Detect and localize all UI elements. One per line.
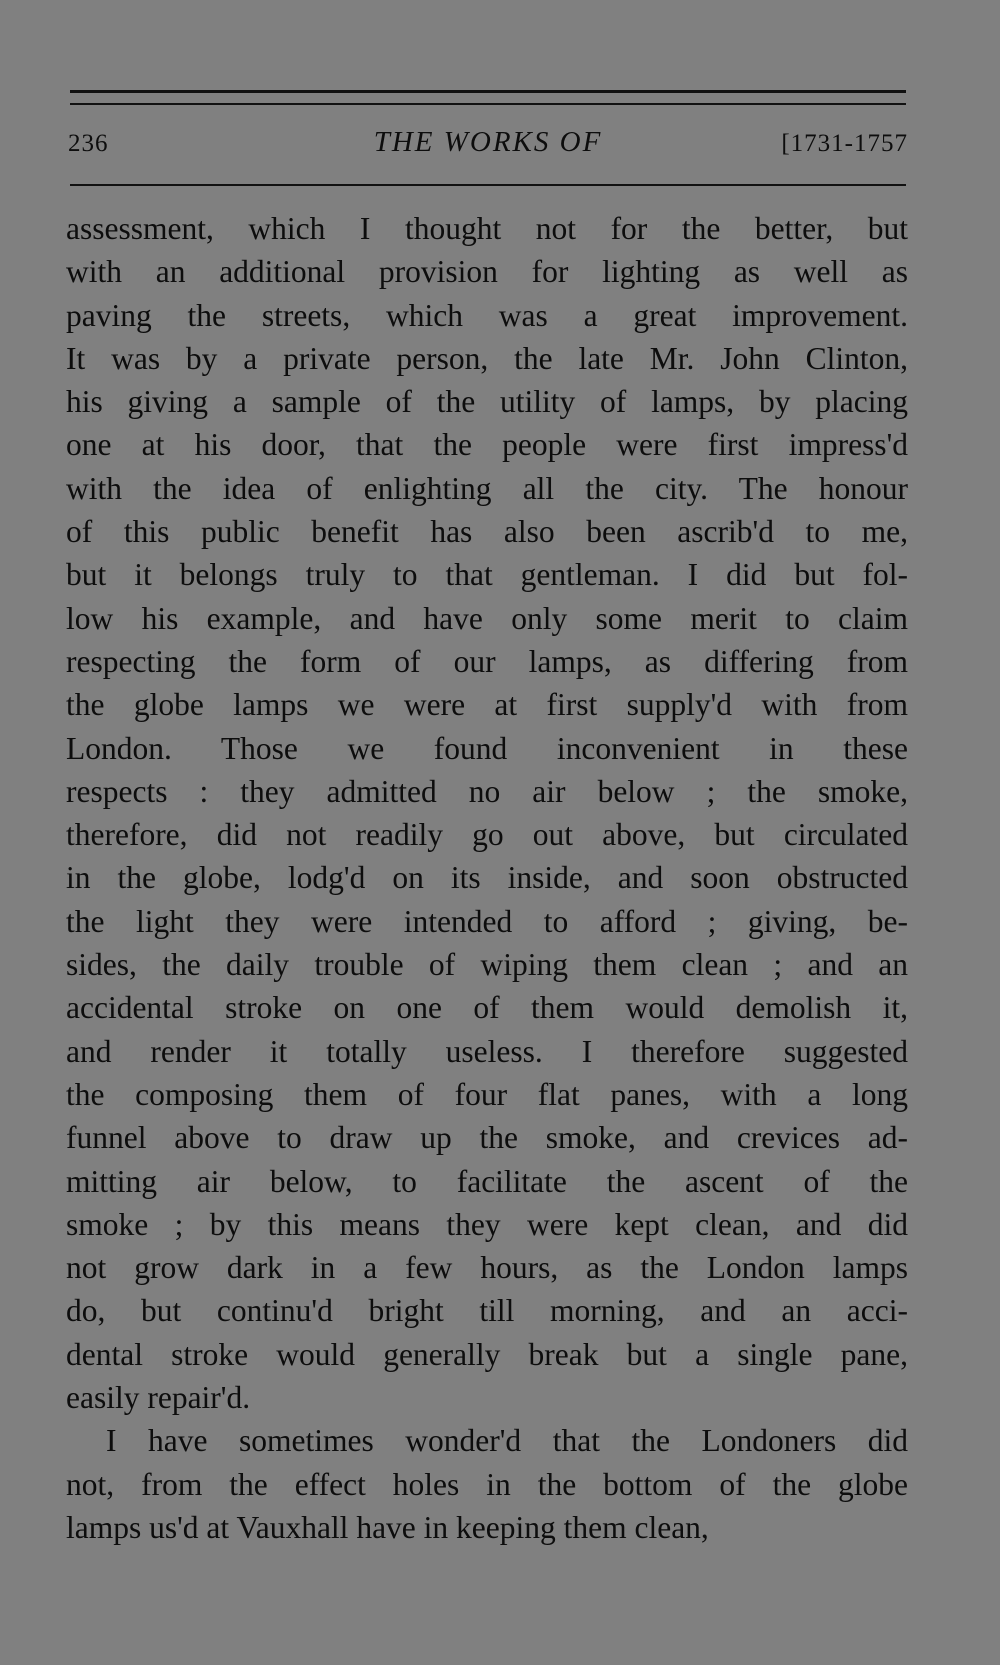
top-rule <box>70 90 906 93</box>
header-rule <box>70 184 906 186</box>
text-line: and render it totally useless. I therefore suggested <box>66 1033 908 1069</box>
text-line: I have sometimes wonder'd that the Londoners did <box>106 1423 908 1459</box>
text-line: lamps us'd at Vauxhall have in keeping them clean, <box>66 1509 709 1545</box>
text-line: London. Those we found inconvenient in these <box>66 730 908 766</box>
text-line: do, but continu'd bright till morning, and an acci- <box>66 1293 908 1329</box>
running-header <box>68 122 908 172</box>
text-line: of this public benefit has also been ascrib'd to me, <box>66 514 908 550</box>
text-line: funnel above to draw up the smoke, and crevices ad- <box>66 1120 908 1156</box>
text-line: paving the streets, which was a great improvement. <box>66 297 908 333</box>
text-line: one at his door, that the people were first impress'd <box>66 427 908 463</box>
top-rule-secondary <box>70 103 906 105</box>
paragraph <box>66 207 908 1419</box>
text-line: not grow dark in a few hours, as the London lamps <box>66 1250 908 1286</box>
running-title: THE WORKS OF <box>373 126 603 158</box>
text-line: respecting the form of our lamps, as differing from <box>66 643 908 679</box>
text-line: respects : they admitted no air below ; the smoke, <box>66 773 908 809</box>
text-line: in the globe, lodg'd on its inside, and soon obstructed <box>66 860 908 896</box>
text-line: the composing them of four flat panes, with a long <box>66 1076 908 1112</box>
text-line: but it belongs truly to that gentleman. I did but fol- <box>66 557 908 593</box>
text-line: not, from the effect holes in the bottom of the globe <box>66 1466 908 1502</box>
text-line: It was by a private person, the late Mr. John Clinton, <box>66 340 908 376</box>
text-line: mitting air below, to facilitate the ascent of the <box>66 1163 908 1199</box>
text-line: with the idea of enlighting all the city. The honour <box>66 470 908 506</box>
text-line: accidental stroke on one of them would demolish it, <box>66 990 908 1026</box>
text-line: therefore, did not readily go out above, but circulated <box>66 817 908 853</box>
text-line: with an additional provision for lighting as well as <box>66 254 908 290</box>
text-line: low his example, and have only some merit to claim <box>66 600 908 636</box>
paragraph <box>66 1419 908 1549</box>
text-line: smoke ; by this means they were kept clean, and did <box>66 1206 908 1242</box>
text-line: assessment, which I thought not for the better, but <box>66 211 908 246</box>
text-line: easily repair'd. <box>66 1380 251 1416</box>
text-line: sides, the daily trouble of wiping them clean ; and an <box>66 947 908 983</box>
text-line: dental stroke would generally break but a single pane, <box>66 1336 908 1372</box>
text-line: the globe lamps we were at first supply'd with from <box>66 687 908 723</box>
text-line: his giving a sample of the utility of lamps, by placing <box>66 384 908 420</box>
body-text <box>66 207 908 1549</box>
text-line: the light they were intended to afford ; giving, be- <box>66 903 908 939</box>
date-range: [1731-1757 <box>781 130 908 157</box>
page-number: 236 <box>68 130 109 157</box>
